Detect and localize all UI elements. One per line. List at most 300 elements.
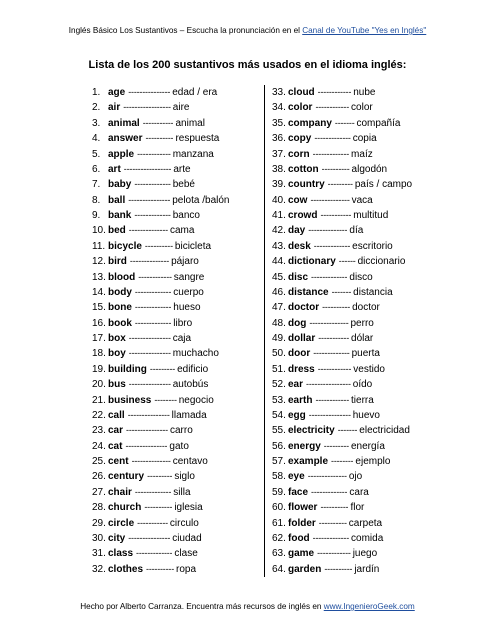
spanish-translation: sangre xyxy=(173,271,205,283)
item-number: 38. xyxy=(272,163,286,175)
vocab-row xyxy=(92,285,260,300)
english-word: answer xyxy=(108,133,143,145)
dash-leader: ----------- xyxy=(320,210,352,220)
spanish-translation: dólar xyxy=(351,333,374,344)
english-word: bicycle xyxy=(108,240,142,252)
dash-leader: ------------- xyxy=(134,210,171,220)
english-word: earth xyxy=(288,394,313,406)
item-number: 22. xyxy=(92,409,106,421)
spanish-translation: gato xyxy=(169,440,189,452)
english-word: bed xyxy=(108,225,126,237)
spanish-translation: escritorio xyxy=(352,240,393,252)
vocab-row xyxy=(92,85,260,100)
vocab-row xyxy=(272,300,442,315)
dash-leader: -------------- xyxy=(129,256,170,267)
spanish-translation: color xyxy=(351,102,373,114)
item-number: 16. xyxy=(92,317,106,329)
english-word: cat xyxy=(108,440,123,452)
item-number: 59. xyxy=(272,486,286,498)
item-number: 32. xyxy=(92,563,106,575)
vocab-row xyxy=(92,100,260,115)
dash-leader: ------------- xyxy=(134,486,172,497)
english-word: bus xyxy=(108,379,126,391)
english-word: garden xyxy=(288,563,322,575)
vocab-row xyxy=(272,362,442,377)
vocab-row xyxy=(272,193,442,208)
spanish-translation: cuerpo xyxy=(173,286,204,298)
vocab-row xyxy=(272,254,442,269)
english-word: age xyxy=(108,87,126,98)
item-number: 64. xyxy=(272,563,286,575)
english-word: call xyxy=(108,409,125,421)
dash-leader: -------- xyxy=(331,456,354,466)
item-number: 20. xyxy=(92,379,106,391)
spanish-translation: ejemplo xyxy=(355,456,391,467)
item-number: 58. xyxy=(272,471,286,483)
english-word: body xyxy=(108,286,132,298)
spanish-translation: pelota /balón xyxy=(172,194,230,206)
vocab-row xyxy=(92,254,260,269)
spanish-translation: aire xyxy=(172,102,190,114)
vocab-row xyxy=(92,223,260,238)
dash-leader: ----------------- xyxy=(123,163,172,174)
page-footer xyxy=(0,602,495,611)
dash-leader: ---------------- xyxy=(306,379,351,390)
vocab-row xyxy=(272,439,442,454)
dash-leader: ---------- xyxy=(324,563,353,574)
item-number: 26. xyxy=(92,471,106,483)
item-number: 45. xyxy=(272,271,286,283)
english-word: chair xyxy=(108,486,132,498)
vocab-row xyxy=(272,85,442,100)
item-number: 33. xyxy=(272,87,286,98)
english-word: class xyxy=(108,548,134,560)
dash-leader: ------------ xyxy=(317,363,352,374)
spanish-translation: carpeta xyxy=(348,517,383,529)
item-number: 52. xyxy=(272,379,286,391)
dash-leader: -------------- xyxy=(307,471,347,482)
vocab-row xyxy=(92,116,260,131)
vocab-row xyxy=(92,439,260,454)
english-word: eye xyxy=(288,471,305,483)
dash-leader: -------------- xyxy=(308,225,348,236)
spanish-translation: país / campo xyxy=(354,179,413,191)
item-number: 55. xyxy=(272,425,286,437)
spanish-translation: compañía xyxy=(356,117,401,129)
page-title: Lista de los 200 sustantivos más usados en el idioma inglés: xyxy=(88,59,407,71)
english-word: apple xyxy=(108,148,135,160)
dash-leader: ---------- xyxy=(322,302,351,313)
spanish-translation: autobús xyxy=(172,379,209,391)
vocab-row xyxy=(272,223,442,238)
dash-leader: ------- xyxy=(334,117,355,128)
dash-leader: ---------- xyxy=(144,502,173,513)
item-number: 25. xyxy=(92,456,106,467)
dash-leader: --------- xyxy=(327,179,353,190)
spanish-translation: electricidad xyxy=(359,425,410,437)
english-word: copy xyxy=(288,133,312,145)
item-number: 57. xyxy=(272,456,286,467)
vocab-row xyxy=(92,377,260,392)
item-number: 35. xyxy=(272,117,286,129)
footer-text: Hecho por Alberto Carranza. Encuentra más recursos de inglés en xyxy=(80,602,324,611)
english-word: cow xyxy=(288,194,308,206)
spanish-translation: ciudad xyxy=(172,532,202,544)
item-number: 15. xyxy=(92,302,106,314)
dash-leader: ------------ xyxy=(315,102,350,113)
dash-leader: -------------- xyxy=(310,194,350,205)
spanish-translation: día xyxy=(349,225,364,237)
english-word: clothes xyxy=(108,563,144,575)
item-number: 49. xyxy=(272,333,286,344)
english-word: baby xyxy=(108,179,132,191)
item-number: 30. xyxy=(92,532,106,544)
item-number: 29. xyxy=(92,517,106,529)
dash-leader: --------- xyxy=(323,440,349,451)
website-link[interactable]: www.IngenieroGeek.com xyxy=(323,602,415,611)
spanish-translation: iglesia xyxy=(174,502,203,514)
spanish-translation: respuesta xyxy=(175,133,220,145)
english-word: boy xyxy=(108,348,126,360)
english-word: day xyxy=(288,225,306,237)
english-word: flower xyxy=(288,502,318,514)
item-number: 19. xyxy=(92,363,106,375)
english-word: example xyxy=(288,456,329,467)
item-number: 1. xyxy=(92,87,101,98)
vocab-row xyxy=(272,147,442,162)
spanish-translation: disco xyxy=(349,271,373,283)
vocab-row xyxy=(92,316,260,331)
dash-leader: ------------- xyxy=(134,286,172,297)
english-word: bone xyxy=(108,302,132,314)
vocab-row xyxy=(272,346,442,361)
vocab-row xyxy=(272,531,442,546)
dash-leader: ---------- xyxy=(321,163,350,174)
english-word: dress xyxy=(288,363,315,375)
item-number: 18. xyxy=(92,348,106,360)
vocab-row xyxy=(92,270,260,285)
vocab-row xyxy=(272,270,442,285)
spanish-translation: muchacho xyxy=(172,348,219,360)
vocab-row xyxy=(92,408,260,423)
english-word: cent xyxy=(108,456,129,467)
item-number: 9. xyxy=(92,210,101,221)
spanish-translation: diccionario xyxy=(357,256,406,268)
english-word: folder xyxy=(288,517,316,529)
spanish-translation: silla xyxy=(173,486,191,498)
vocab-row xyxy=(92,300,260,315)
item-number: 37. xyxy=(272,148,286,160)
spanish-translation: ojo xyxy=(348,471,363,483)
english-word: face xyxy=(288,486,309,498)
item-number: 47. xyxy=(272,302,286,314)
dash-leader: ---------- xyxy=(144,240,173,251)
spanish-translation: maíz xyxy=(351,148,373,160)
dash-leader: ------------ xyxy=(137,148,171,159)
english-word: book xyxy=(108,317,132,329)
vocab-row xyxy=(92,147,260,162)
vocab-row xyxy=(272,131,442,146)
header-text: Inglés Básico Los Sustantivos – Escucha la pronunciación en el xyxy=(68,26,303,35)
item-number: 24. xyxy=(92,440,106,452)
dash-leader: ----------- xyxy=(142,117,174,128)
item-number: 31. xyxy=(92,548,106,560)
page-header xyxy=(0,26,495,35)
vocab-row xyxy=(272,546,442,561)
vocab-row xyxy=(92,516,260,531)
vocab-row xyxy=(272,316,442,331)
dash-leader: ------------- xyxy=(134,302,172,313)
dash-leader: ------------ xyxy=(317,87,352,97)
spanish-translation: oído xyxy=(352,379,373,391)
item-number: 61. xyxy=(272,517,286,529)
dash-leader: -------------- xyxy=(131,456,171,466)
english-word: car xyxy=(108,425,124,437)
dash-leader: ------------- xyxy=(136,548,173,559)
item-number: 27. xyxy=(92,486,106,498)
dash-leader: ------- xyxy=(331,286,352,297)
item-number: 23. xyxy=(92,425,106,437)
dash-leader: ------------- xyxy=(312,148,350,159)
dash-leader: ---------- xyxy=(145,133,174,144)
vocab-row xyxy=(272,377,442,392)
dash-leader: --------------- xyxy=(308,409,351,420)
spanish-translation: edificio xyxy=(177,363,209,375)
vocab-column-left xyxy=(92,85,260,577)
spanish-translation: caja xyxy=(172,333,192,344)
english-word: blood xyxy=(108,271,136,283)
dash-leader: ------------- xyxy=(311,486,348,497)
item-number: 4. xyxy=(92,133,101,145)
item-number: 10. xyxy=(92,225,106,237)
spanish-translation: llamada xyxy=(171,409,207,421)
english-word: cloud xyxy=(288,87,315,98)
spanish-translation: huevo xyxy=(352,409,380,421)
vocab-row xyxy=(92,454,260,469)
spanish-translation: edad / era xyxy=(172,87,218,98)
spanish-translation: cama xyxy=(169,225,195,237)
youtube-channel-link[interactable]: Canal de YouTube "Yes en Inglés" xyxy=(302,26,427,35)
english-word: animal xyxy=(108,117,140,129)
english-word: church xyxy=(108,502,142,514)
item-number: 3. xyxy=(92,117,101,129)
english-word: air xyxy=(108,102,121,114)
vocab-row xyxy=(272,116,442,131)
spanish-translation: animal xyxy=(175,117,205,129)
vocab-row xyxy=(272,454,442,469)
spanish-translation: cara xyxy=(349,486,369,498)
english-word: food xyxy=(288,532,310,544)
vocab-row xyxy=(92,469,260,484)
item-number: 60. xyxy=(272,502,286,514)
vocab-row xyxy=(92,423,260,438)
dash-leader: ----------------- xyxy=(123,102,171,113)
vocab-row xyxy=(92,331,260,346)
dash-leader: ------------- xyxy=(313,348,350,359)
item-number: 34. xyxy=(272,102,286,114)
vocab-row xyxy=(272,393,442,408)
spanish-translation: algodón xyxy=(351,163,388,175)
item-number: 17. xyxy=(92,333,106,344)
item-number: 39. xyxy=(272,179,286,191)
spanish-translation: hueso xyxy=(173,302,201,314)
item-number: 12. xyxy=(92,256,106,268)
item-number: 6. xyxy=(92,163,101,175)
dash-leader: --------------- xyxy=(128,532,171,543)
dash-leader: ----------- xyxy=(137,517,168,528)
spanish-translation: tierra xyxy=(351,394,374,406)
dash-leader: ------------ xyxy=(138,271,172,282)
english-word: circle xyxy=(108,517,135,529)
dash-leader: --------------- xyxy=(126,425,168,436)
spanish-translation: carro xyxy=(169,425,193,437)
english-word: doctor xyxy=(288,302,320,314)
item-number: 56. xyxy=(272,440,286,452)
spanish-translation: clase xyxy=(174,548,198,560)
english-word: bank xyxy=(108,210,132,221)
dash-leader: ------------- xyxy=(312,532,350,543)
vocab-row xyxy=(272,162,442,177)
vocab-row xyxy=(92,562,260,577)
spanish-translation: juego xyxy=(352,548,378,560)
vocab-row xyxy=(272,239,442,254)
item-number: 63. xyxy=(272,548,286,560)
english-word: dollar xyxy=(288,333,316,344)
item-number: 41. xyxy=(272,210,286,221)
vocab-row xyxy=(92,531,260,546)
item-number: 62. xyxy=(272,532,286,544)
spanish-translation: doctor xyxy=(352,302,380,314)
vocab-row xyxy=(92,393,260,408)
item-number: 28. xyxy=(92,502,106,514)
english-word: dictionary xyxy=(288,256,336,268)
dash-leader: --------- xyxy=(147,471,173,482)
vocab-row xyxy=(272,469,442,484)
vocab-row xyxy=(272,562,442,577)
english-word: city xyxy=(108,532,126,544)
english-word: distance xyxy=(288,286,329,298)
spanish-translation: perro xyxy=(350,317,374,329)
dash-leader: ------------ xyxy=(317,548,351,559)
english-word: box xyxy=(108,333,126,344)
english-word: bird xyxy=(108,256,127,268)
vocab-row xyxy=(92,193,260,208)
dash-leader: --------------- xyxy=(128,379,171,390)
english-word: electricity xyxy=(288,425,335,437)
english-word: ball xyxy=(108,194,126,206)
english-word: egg xyxy=(288,409,306,421)
item-number: 50. xyxy=(272,348,286,360)
dash-leader: --------------- xyxy=(128,87,171,97)
spanish-translation: negocio xyxy=(178,394,214,406)
item-number: 13. xyxy=(92,271,106,283)
vocab-row xyxy=(92,177,260,192)
vocab-row xyxy=(92,362,260,377)
english-word: door xyxy=(288,348,311,360)
item-number: 36. xyxy=(272,133,286,145)
dash-leader: -------------- xyxy=(309,317,349,328)
dash-leader: ------------- xyxy=(134,317,172,328)
dash-leader: ---------- xyxy=(318,517,347,528)
item-number: 8. xyxy=(92,194,101,206)
spanish-translation: banco xyxy=(172,210,200,221)
spanish-translation: arte xyxy=(173,163,191,175)
english-word: century xyxy=(108,471,145,483)
item-number: 5. xyxy=(92,148,101,160)
spanish-translation: circulo xyxy=(169,517,199,529)
vocab-row xyxy=(92,346,260,361)
dash-leader: ------------- xyxy=(134,179,171,190)
vocab-row xyxy=(272,177,442,192)
english-word: desk xyxy=(288,240,311,252)
dash-leader: --------- xyxy=(149,363,176,374)
dash-leader: ------------ xyxy=(315,394,350,405)
item-number: 21. xyxy=(92,394,106,406)
spanish-translation: ropa xyxy=(176,563,197,575)
english-word: corn xyxy=(288,148,310,160)
item-number: 48. xyxy=(272,317,286,329)
vocab-row xyxy=(272,408,442,423)
spanish-translation: puerta xyxy=(351,348,380,360)
spanish-translation: manzana xyxy=(172,148,214,160)
dash-leader: ------- xyxy=(337,425,358,436)
item-number: 7. xyxy=(92,179,101,191)
vocab-row xyxy=(272,208,442,223)
item-number: 11. xyxy=(92,240,106,252)
vocab-row xyxy=(272,331,442,346)
dash-leader: --------------- xyxy=(125,440,168,451)
item-number: 44. xyxy=(272,256,286,268)
spanish-translation: comida xyxy=(351,532,384,544)
vocab-row xyxy=(92,131,260,146)
vocab-row xyxy=(272,516,442,531)
vocab-row xyxy=(272,500,442,515)
spanish-translation: vaca xyxy=(351,194,373,206)
dash-leader: -------- xyxy=(154,394,177,405)
vocab-row xyxy=(92,162,260,177)
spanish-translation: bicicleta xyxy=(174,240,212,252)
spanish-translation: flor xyxy=(350,502,365,514)
spanish-translation: bebé xyxy=(172,179,195,191)
vocab-row xyxy=(92,239,260,254)
english-word: disc xyxy=(288,271,309,283)
english-word: energy xyxy=(288,440,321,452)
spanish-translation: copia xyxy=(352,133,377,145)
english-word: art xyxy=(108,163,121,175)
dash-leader: ------------- xyxy=(313,240,351,251)
vocab-row xyxy=(92,485,260,500)
vocab-row xyxy=(92,208,260,223)
english-word: color xyxy=(288,102,313,114)
english-word: company xyxy=(288,117,332,129)
spanish-translation: multitud xyxy=(353,210,389,221)
spanish-translation: pájaro xyxy=(171,256,199,268)
dash-leader: --------------- xyxy=(127,409,170,420)
item-number: 42. xyxy=(272,225,286,237)
english-word: country xyxy=(288,179,325,191)
dash-leader: ---------- xyxy=(320,502,349,513)
vocab-row xyxy=(92,546,260,561)
vocab-row xyxy=(272,285,442,300)
item-number: 54. xyxy=(272,409,286,421)
item-number: 53. xyxy=(272,394,286,406)
dash-leader: --------------- xyxy=(128,333,171,343)
dash-leader: ------------- xyxy=(311,271,348,282)
dash-leader: ------ xyxy=(338,256,356,267)
vocab-row xyxy=(92,500,260,515)
spanish-translation: nube xyxy=(353,87,376,98)
spanish-translation: siglo xyxy=(174,471,195,483)
